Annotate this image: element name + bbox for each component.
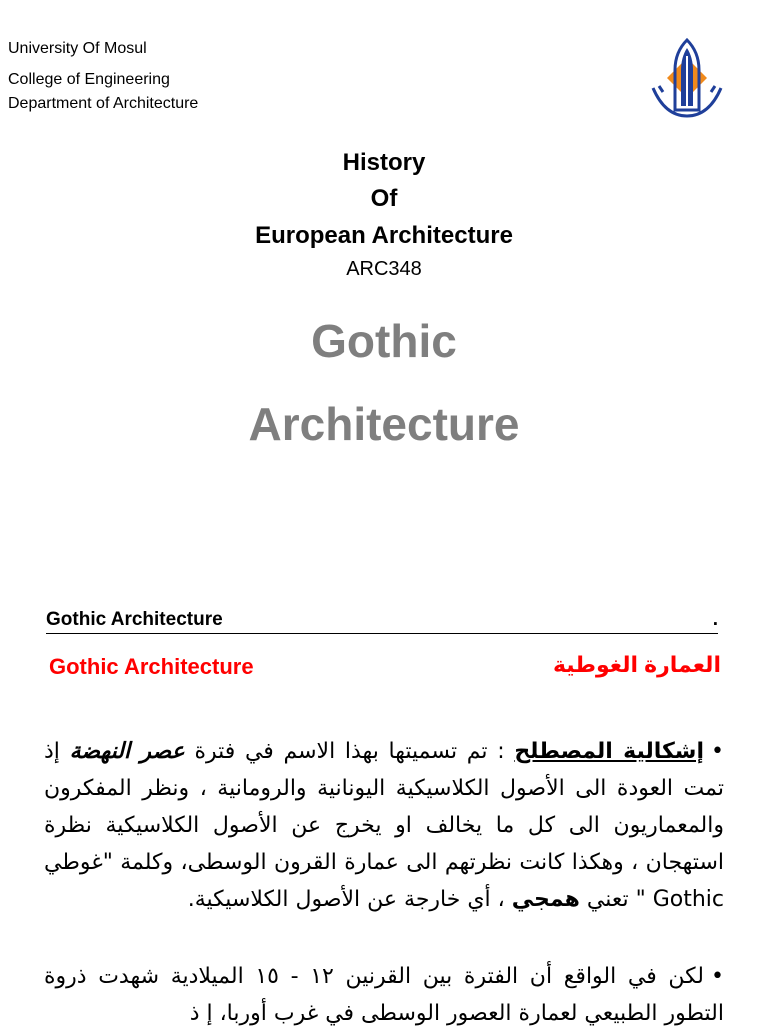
section-title-arabic: العمارة الغوطية [552, 652, 721, 677]
paragraph-text: تم تسميتها بهذا الاسم في فترة [184, 739, 488, 764]
university-logo-icon [645, 36, 729, 120]
paragraph-history [44, 958, 724, 1032]
paragraph-text: لكن في الواقع أن الفترة بين القرنين ١٢ - ١٥ الميلادية شهدت ذروة التطور الطبيعي لعمارة العصور الوسطى في غرب أوربا، إ ذ [44, 964, 724, 1026]
bullet-icon: • [711, 739, 724, 764]
paragraph-text: ، أي خارجة عن الأصول الكلاسيكية. [187, 887, 512, 912]
bullet-icon: • [711, 964, 724, 989]
section-heading-text: Gothic Architecture [46, 609, 223, 630]
section-heading [46, 607, 718, 634]
topic-title-line-2: Architecture [248, 398, 520, 450]
section-heading-end: . [712, 609, 718, 630]
paragraph-text: إذ تمت العودة الى الأصول الكلاسيكية اليونانية والرومانية ، ونظر المفكرون والمعماريون الى كل ما يخالف او يخرج عن الأصول الكلاسيكية نظرة استهجان ، وهكذا كانت نظرتهم الى عمارة القرون الوسطى، وكلمة "غوطي Gothic " تعني [44, 739, 724, 912]
topic-title-line-1: Gothic [311, 315, 457, 367]
section-title-english: Gothic Architecture [49, 654, 254, 679]
course-code: ARC348 [346, 258, 422, 280]
term-separator: : [487, 739, 515, 764]
course-title-line-2: Of [370, 185, 398, 212]
paragraph-terminology [44, 733, 724, 918]
university-name: University Of Mosul [8, 40, 147, 57]
college-name: College of Engineering [8, 71, 170, 88]
course-title-line-1: History [342, 149, 426, 176]
course-title-line-3: European Architecture [255, 222, 513, 249]
term-highlight: إشكالية المصطلح [514, 739, 704, 764]
department-name: Department of Architecture [8, 95, 199, 112]
barbaric-highlight: همجي [511, 887, 580, 912]
era-highlight: عصر النهضة [69, 739, 185, 764]
